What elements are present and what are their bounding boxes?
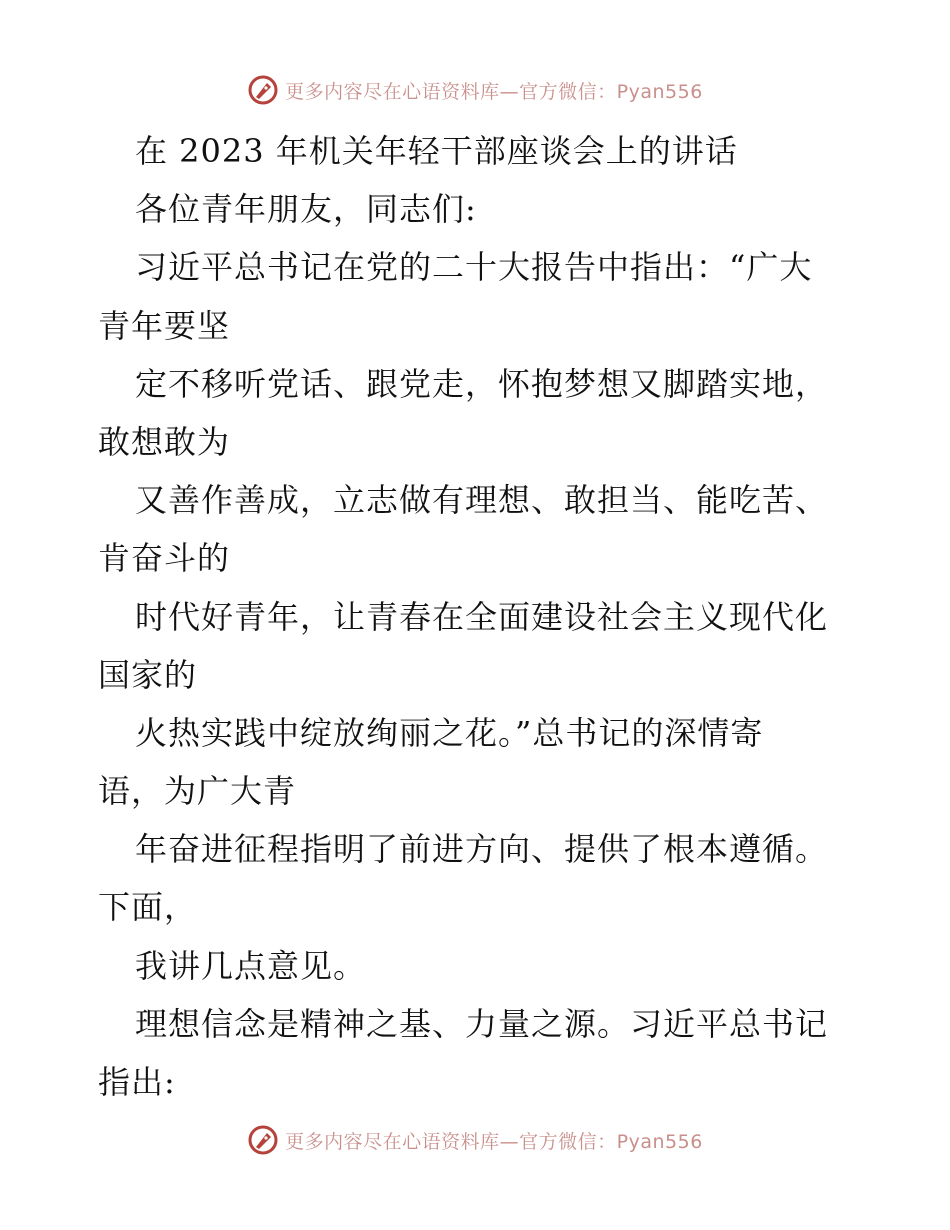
text-line: 理想信念是精神之基、力量之源。习近平总书记 (135, 1004, 829, 1043)
text-line: 火热实践中绽放绚丽之花。”总书记的深情寄 (135, 713, 764, 752)
header-watermark (0, 70, 950, 110)
watermark-text: 更多内容尽在心语资料库—官方微信：Pyan556 (285, 80, 703, 103)
text-line: 肯奋斗的 (98, 539, 231, 578)
text-line: 国家的 (98, 655, 198, 694)
text-line: 又善作善成，立志做有理想、敢担当、能吃苦、 (135, 481, 829, 520)
text-line: 各位青年朋友，同志们: (135, 190, 477, 229)
pen-nib-logo-icon (247, 74, 279, 106)
pen-nib-logo-icon (247, 1124, 279, 1156)
text-line: 习近平总书记在党的二十大报告中指出：“广大 (135, 248, 813, 287)
document-body (98, 122, 858, 1111)
footer-watermark (0, 1120, 950, 1160)
text-line: 下面， (98, 888, 198, 927)
watermark-text: 更多内容尽在心语资料库—官方微信：Pyan556 (285, 1130, 703, 1153)
text-line: 指出: (98, 1063, 176, 1101)
text-line: 敢想敢为 (98, 422, 231, 461)
text-line: 年奋进征程指明了前进方向、提供了根本遵循。 (135, 830, 829, 869)
text-line: 时代好青年，让青春在全面建设社会主义现代化 (135, 597, 829, 636)
text-line: 定不移听党话、跟党走，怀抱梦想又脚踏实地， (135, 364, 829, 403)
text-line: 我讲几点意见。 (135, 946, 367, 985)
text-line: 青年要坚 (98, 306, 231, 345)
text-line: 语，为广大青 (98, 772, 297, 811)
text-line: 在 2023 年机关年轻干部座谈会上的讲话 (135, 132, 738, 170)
